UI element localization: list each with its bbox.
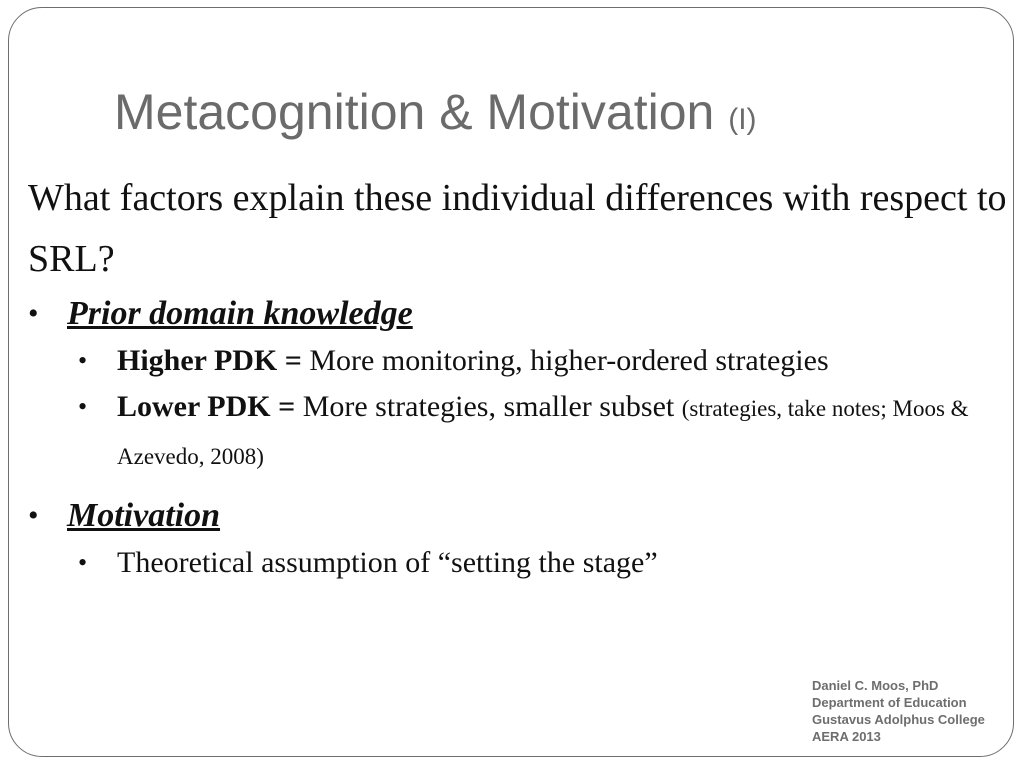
footer-line-conference: AERA 2013 [812, 729, 881, 744]
footer-line-department: Department of Education [812, 695, 967, 710]
sub-item-lower-pdk [78, 384, 1008, 480]
item-heading: Prior domain knowledge [67, 295, 413, 332]
list-item-motivation [28, 492, 1008, 586]
sub-item-text: More strategies, smaller subset [302, 390, 675, 423]
footer-line-name: Daniel C. Moos, PhD [812, 678, 939, 693]
slide-body [28, 168, 1008, 586]
sub-bullet-icon: • [78, 548, 88, 577]
sub-item-label: Lower PDK = [117, 390, 296, 423]
sub-item-text: More monitoring, higher-ordered strategies [309, 344, 829, 377]
sub-list [78, 338, 1008, 480]
bullet-icon: • [28, 499, 39, 532]
item-heading: Motivation [67, 497, 221, 534]
sub-item-text: Theoretical assumption of “setting the stage” [117, 546, 658, 579]
slide-title [114, 84, 757, 142]
sub-list [78, 540, 1008, 586]
title-suffix: (I) [728, 103, 757, 136]
sub-item-higher-pdk [78, 338, 1008, 384]
sub-item-theoretical-assumption [78, 540, 1008, 586]
bullet-list [28, 290, 1008, 586]
title-text: Metacognition & Motivation [114, 84, 715, 140]
list-item-prior-domain-knowledge [28, 290, 1008, 492]
sub-item-label: Higher PDK = [117, 344, 302, 377]
sub-bullet-icon: • [78, 346, 88, 375]
citation-text: (strategies, take notes; Moos & Azevedo, 2008) [117, 396, 969, 469]
bullet-icon: • [28, 297, 39, 330]
intro-question: What factors explain these individual differences with respect to SRL? [28, 177, 1007, 280]
footer-line-college: Gustavus Adolphus College [812, 712, 985, 727]
sub-bullet-icon: • [78, 392, 88, 421]
author-footer [812, 677, 985, 745]
